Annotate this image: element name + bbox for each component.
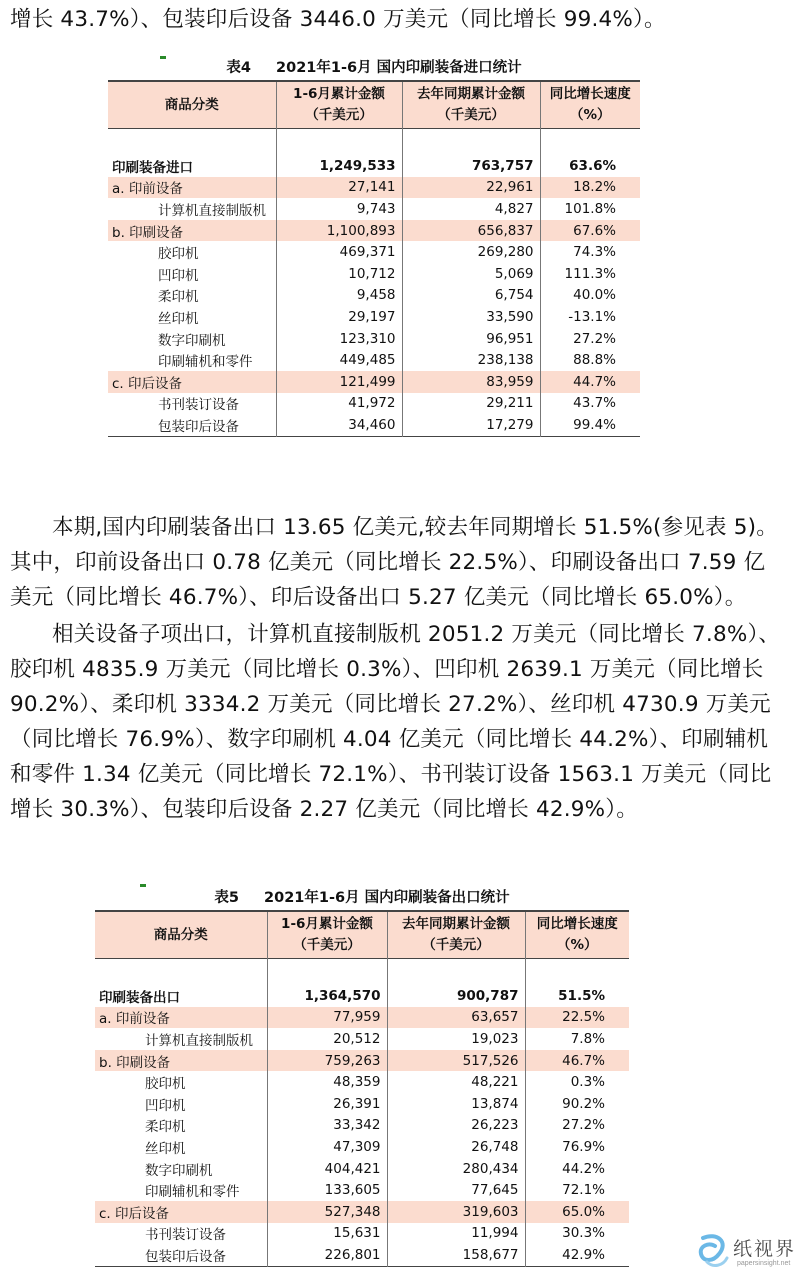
watermark-text: 纸视界 bbox=[733, 1238, 797, 1260]
growth-rate-cell: 111.3% bbox=[564, 265, 616, 282]
growth-rate-cell: 22.5% bbox=[525, 1007, 629, 1029]
table-row bbox=[95, 1179, 629, 1201]
column-header: 商品分类 bbox=[108, 81, 276, 129]
previous-amount-cell: 11,994 bbox=[387, 1223, 525, 1245]
table-row bbox=[95, 1050, 629, 1072]
current-amount-cell: 404,421 bbox=[267, 1158, 387, 1180]
growth-rate-cell: 72.1% bbox=[562, 1182, 605, 1199]
table-row bbox=[95, 985, 629, 1007]
export-detail-paragraph bbox=[10, 617, 790, 827]
table-row bbox=[108, 198, 640, 220]
paragraph2-line: 相关设备子项出口，计算机直接制版机 2051.2 万美元（同比增长 7.8%）、 bbox=[52, 622, 781, 647]
category-cell: 包装印后设备 bbox=[95, 1244, 267, 1266]
category-cell: 凹印机 bbox=[95, 1093, 267, 1115]
current-amount-cell: 1,249,533 bbox=[276, 155, 402, 177]
category-cell: 包装印后设备 bbox=[108, 414, 276, 436]
current-amount-cell: 47,309 bbox=[267, 1136, 387, 1158]
previous-amount-cell: 63,657 bbox=[387, 1007, 525, 1029]
category-cell: c. 印后设备 bbox=[108, 371, 276, 393]
table4-title bbox=[108, 56, 640, 80]
table-row bbox=[95, 1093, 629, 1115]
category-cell: a. 印前设备 bbox=[108, 177, 276, 199]
table-row bbox=[108, 241, 640, 263]
column-header: 去年同期累计金额 （千美元） bbox=[387, 911, 525, 959]
table5-caption: 2021年1-6月 国内印刷装备出口统计 bbox=[264, 890, 510, 906]
category-cell: 丝印机 bbox=[108, 306, 276, 328]
paragraph2-line: 90.2%）、柔印机 3334.2 万美元（同比增长 27.2%）、丝印机 4730.9 万美元 bbox=[10, 692, 771, 717]
table5-header-row bbox=[95, 911, 629, 959]
table-row bbox=[95, 1136, 629, 1158]
previous-amount-cell: 26,223 bbox=[387, 1115, 525, 1137]
growth-rate-cell: 30.3% bbox=[562, 1225, 605, 1242]
previous-amount-cell: 26,748 bbox=[387, 1136, 525, 1158]
spacer-row bbox=[108, 129, 640, 156]
category-cell: 胶印机 bbox=[108, 241, 276, 263]
growth-rate-cell: 74.3% bbox=[573, 244, 616, 261]
growth-rate-cell: 99.4% bbox=[573, 416, 616, 433]
previous-amount-cell: 158,677 bbox=[387, 1244, 525, 1266]
category-cell: 书刊装订设备 bbox=[108, 393, 276, 415]
growth-rate-cell: 88.8% bbox=[573, 352, 616, 369]
current-amount-cell: 10,712 bbox=[276, 263, 402, 285]
current-amount-cell: 449,485 bbox=[276, 349, 402, 371]
paragraph2-line: 胶印机 4835.9 万美元（同比增长 0.3%）、凹印机 2639.1 万美元（同比增长 bbox=[10, 657, 764, 682]
table-row bbox=[108, 349, 640, 371]
category-cell: b. 印刷设备 bbox=[108, 220, 276, 242]
previous-amount-cell: 763,757 bbox=[402, 155, 540, 177]
export-summary-paragraph bbox=[10, 510, 790, 615]
table-row bbox=[108, 306, 640, 328]
growth-rate-cell: 51.5% bbox=[558, 987, 605, 1004]
category-cell: 印刷装备出口 bbox=[95, 985, 267, 1007]
paper-swoosh-logo-icon bbox=[697, 1232, 731, 1272]
table5-label: 表5 bbox=[214, 890, 239, 906]
growth-rate-cell: 43.7% bbox=[573, 395, 616, 412]
category-cell: a. 印前设备 bbox=[95, 1007, 267, 1029]
growth-rate-cell: 76.9% bbox=[562, 1138, 605, 1155]
previous-amount-cell: 29,211 bbox=[402, 393, 540, 415]
previous-amount-cell: 238,138 bbox=[402, 349, 540, 371]
table-row bbox=[108, 285, 640, 307]
table-row bbox=[108, 371, 640, 393]
table-row bbox=[95, 1028, 629, 1050]
spacer-row bbox=[95, 959, 629, 986]
current-amount-cell: 15,631 bbox=[267, 1223, 387, 1245]
previous-amount-cell: 33,590 bbox=[402, 306, 540, 328]
category-cell: 胶印机 bbox=[95, 1071, 267, 1093]
growth-rate-cell: 0.3% bbox=[570, 1074, 605, 1091]
previous-amount-cell: 19,023 bbox=[387, 1028, 525, 1050]
category-cell: 印刷装备进口 bbox=[108, 155, 276, 177]
current-amount-cell: 1,100,893 bbox=[276, 220, 402, 242]
growth-rate-cell: 44.2% bbox=[562, 1160, 605, 1177]
growth-rate-cell: 27.2% bbox=[562, 1117, 605, 1134]
table4-container bbox=[108, 56, 640, 437]
current-amount-cell: 9,743 bbox=[276, 198, 402, 220]
current-amount-cell: 9,458 bbox=[276, 285, 402, 307]
previous-amount-cell: 96,951 bbox=[402, 328, 540, 350]
category-cell: 印刷辅机和零件 bbox=[95, 1179, 267, 1201]
growth-rate-cell: -13.1% bbox=[568, 308, 616, 325]
table-row bbox=[95, 1223, 629, 1245]
current-amount-cell: 41,972 bbox=[276, 393, 402, 415]
previous-amount-cell: 77,645 bbox=[387, 1179, 525, 1201]
paragraph2-line: 和零件 1.34 亿美元（同比增长 72.1%）、书刊装订设备 1563.1 万美元（同比 bbox=[10, 762, 772, 787]
growth-rate-cell: 44.7% bbox=[540, 371, 640, 393]
category-cell: b. 印刷设备 bbox=[95, 1050, 267, 1072]
current-amount-cell: 759,263 bbox=[267, 1050, 387, 1072]
previous-amount-cell: 656,837 bbox=[402, 220, 540, 242]
current-amount-cell: 34,460 bbox=[276, 414, 402, 436]
table-row bbox=[95, 1007, 629, 1029]
current-amount-cell: 77,959 bbox=[267, 1007, 387, 1029]
previous-amount-cell: 13,874 bbox=[387, 1093, 525, 1115]
category-cell: c. 印后设备 bbox=[95, 1201, 267, 1223]
column-header: 同比增长速度 （%） bbox=[525, 911, 629, 959]
watermark-subtext: papersinsight.net bbox=[737, 1260, 791, 1267]
category-cell: 印刷辅机和零件 bbox=[108, 349, 276, 371]
previous-amount-cell: 17,279 bbox=[402, 414, 540, 436]
paragraph2-line: 增长 30.3%）、包装印后设备 2.27 亿美元（同比增长 42.9%）。 bbox=[10, 797, 638, 822]
table-row bbox=[108, 393, 640, 415]
column-header: 商品分类 bbox=[95, 911, 267, 959]
current-amount-cell: 1,364,570 bbox=[267, 985, 387, 1007]
table-row bbox=[95, 1201, 629, 1223]
top-text-paragraph bbox=[10, 2, 790, 37]
previous-amount-cell: 83,959 bbox=[402, 371, 540, 393]
paragraph1-line: 其中，印前设备出口 0.78 亿美元（同比增长 22.5%）、印刷设备出口 7.59 亿 bbox=[10, 550, 766, 575]
previous-amount-cell: 4,827 bbox=[402, 198, 540, 220]
growth-rate-cell: 63.6% bbox=[569, 157, 616, 174]
table-row bbox=[108, 414, 640, 436]
table4-caption: 2021年1-6月 国内印刷装备进口统计 bbox=[276, 60, 522, 76]
previous-amount-cell: 900,787 bbox=[387, 985, 525, 1007]
growth-rate-cell: 65.0% bbox=[525, 1201, 629, 1223]
growth-rate-cell: 46.7% bbox=[525, 1050, 629, 1072]
current-amount-cell: 469,371 bbox=[276, 241, 402, 263]
category-cell: 计算机直接制版机 bbox=[108, 198, 276, 220]
table5-body bbox=[95, 959, 629, 1267]
current-amount-cell: 48,359 bbox=[267, 1071, 387, 1093]
watermark-logo bbox=[697, 1232, 797, 1274]
category-cell: 数字印刷机 bbox=[95, 1158, 267, 1180]
table-row bbox=[95, 1158, 629, 1180]
previous-amount-cell: 517,526 bbox=[387, 1050, 525, 1072]
category-cell: 计算机直接制版机 bbox=[95, 1028, 267, 1050]
growth-rate-cell: 101.8% bbox=[564, 200, 616, 217]
current-amount-cell: 123,310 bbox=[276, 328, 402, 350]
paragraph2-line: （同比增长 76.9%）、数字印刷机 4.04 亿美元（同比增长 44.2%）、印刷辅机 bbox=[10, 727, 769, 752]
previous-amount-cell: 280,434 bbox=[387, 1158, 525, 1180]
column-header: 1-6月累计金额 （千美元） bbox=[267, 911, 387, 959]
category-cell: 凹印机 bbox=[108, 263, 276, 285]
table5 bbox=[95, 910, 629, 1267]
table-row bbox=[108, 220, 640, 242]
current-amount-cell: 226,801 bbox=[267, 1244, 387, 1266]
current-amount-cell: 527,348 bbox=[267, 1201, 387, 1223]
current-amount-cell: 29,197 bbox=[276, 306, 402, 328]
current-amount-cell: 133,605 bbox=[267, 1179, 387, 1201]
current-amount-cell: 26,391 bbox=[267, 1093, 387, 1115]
category-cell: 数字印刷机 bbox=[108, 328, 276, 350]
table4 bbox=[108, 80, 640, 437]
previous-amount-cell: 5,069 bbox=[402, 263, 540, 285]
previous-amount-cell: 6,754 bbox=[402, 285, 540, 307]
table-row bbox=[95, 1071, 629, 1093]
paragraph1-line: 本期,国内印刷装备出口 13.65 亿美元,较去年同期增长 51.5%(参见表 5)。 bbox=[52, 515, 778, 540]
table5-title bbox=[95, 886, 629, 910]
table-row bbox=[108, 177, 640, 199]
previous-amount-cell: 48,221 bbox=[387, 1071, 525, 1093]
category-cell: 丝印机 bbox=[95, 1136, 267, 1158]
column-header: 去年同期累计金额 （千美元） bbox=[402, 81, 540, 129]
table4-label: 表4 bbox=[226, 60, 251, 76]
previous-amount-cell: 319,603 bbox=[387, 1201, 525, 1223]
growth-rate-cell: 90.2% bbox=[562, 1095, 605, 1112]
table-row bbox=[108, 263, 640, 285]
table4-body bbox=[108, 129, 640, 437]
growth-rate-cell: 42.9% bbox=[562, 1246, 605, 1263]
category-cell: 柔印机 bbox=[95, 1115, 267, 1137]
current-amount-cell: 33,342 bbox=[267, 1115, 387, 1137]
table-row bbox=[108, 155, 640, 177]
category-cell: 柔印机 bbox=[108, 285, 276, 307]
growth-rate-cell: 27.2% bbox=[573, 330, 616, 347]
previous-amount-cell: 22,961 bbox=[402, 177, 540, 199]
column-header: 同比增长速度 （%） bbox=[540, 81, 640, 129]
growth-rate-cell: 67.6% bbox=[540, 220, 640, 242]
growth-rate-cell: 40.0% bbox=[573, 287, 616, 304]
table-row bbox=[108, 328, 640, 350]
paragraph1-line: 美元（同比增长 46.7%）、印后设备出口 5.27 亿美元（同比增长 65.0%）。 bbox=[10, 585, 747, 610]
table5-container bbox=[95, 886, 629, 1267]
growth-rate-cell: 7.8% bbox=[570, 1030, 605, 1047]
current-amount-cell: 27,141 bbox=[276, 177, 402, 199]
category-cell: 书刊装订设备 bbox=[95, 1223, 267, 1245]
top-text-line: 增长 43.7%）、包装印后设备 3446.0 万美元（同比增长 99.4%）。 bbox=[10, 7, 666, 32]
table4-header-row bbox=[108, 81, 640, 129]
column-header: 1-6月累计金额 （千美元） bbox=[276, 81, 402, 129]
growth-rate-cell: 18.2% bbox=[540, 177, 640, 199]
current-amount-cell: 20,512 bbox=[267, 1028, 387, 1050]
current-amount-cell: 121,499 bbox=[276, 371, 402, 393]
table-row bbox=[95, 1244, 629, 1266]
table-row bbox=[95, 1115, 629, 1137]
previous-amount-cell: 269,280 bbox=[402, 241, 540, 263]
